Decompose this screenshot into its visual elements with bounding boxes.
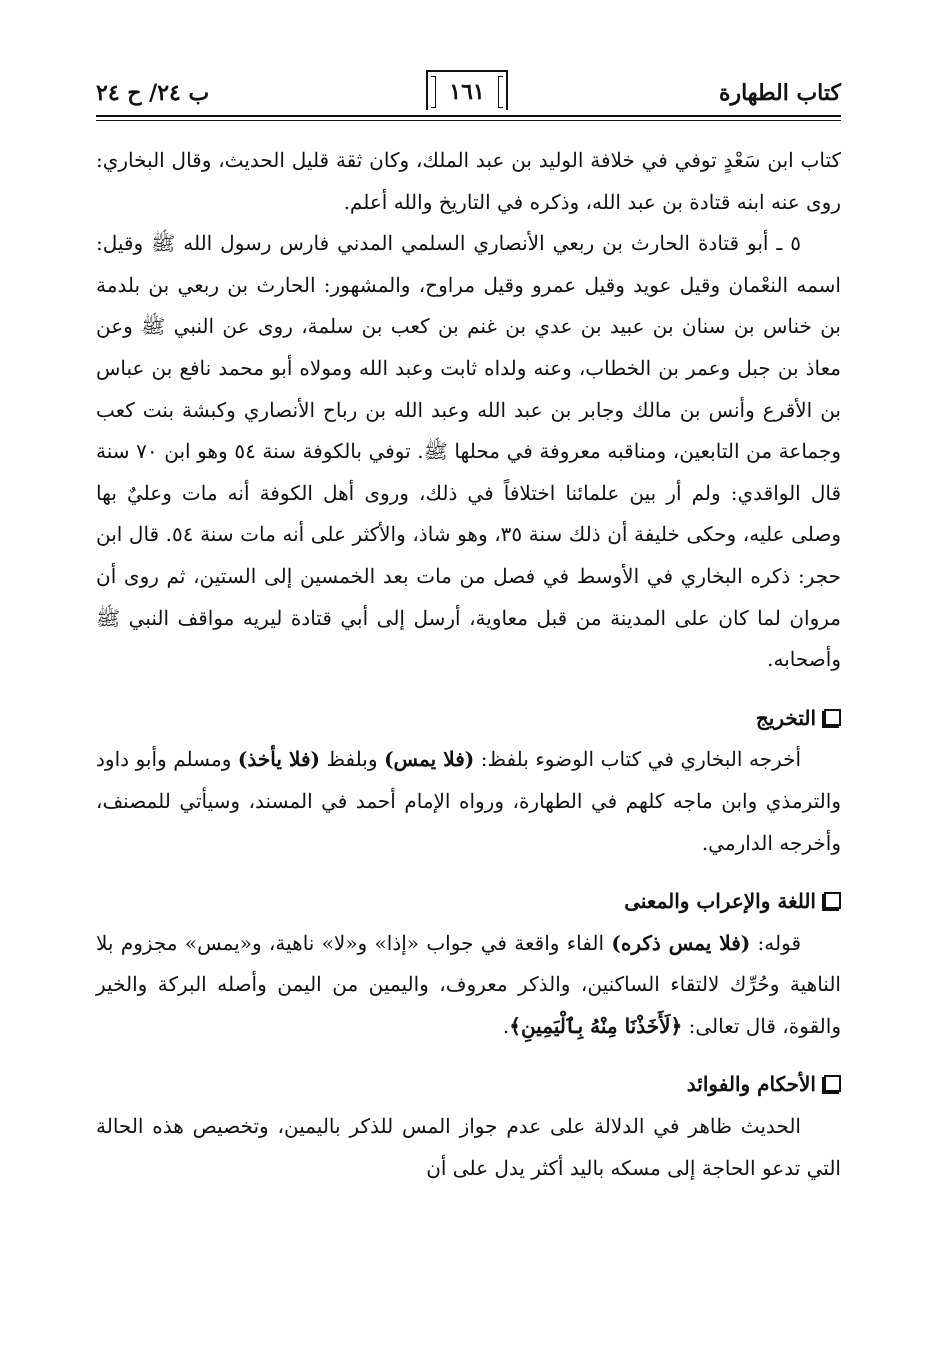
chapter-reference: ب ٢٤/ ح ٢٤ (96, 80, 210, 106)
page-body (96, 140, 841, 1189)
header-rule-thin (96, 120, 841, 121)
square-bullet-icon (824, 709, 841, 726)
takhrij-title: التخريج (755, 705, 816, 730)
takhrij-text-a: أخرجه البخاري في كتاب الوضوء بلفظ: (474, 747, 802, 772)
rulings-heading (96, 1064, 841, 1106)
bio-entry-5-paragraph: ٥ ـ أبو قتادة الحارث بن ربعي الأنصاري السلمي المدني فارس رسول الله ﷺ وقيل: اسمه النعْمان وقيل عويد وقيل عمرو وقيل مراوح، والمشهور: الحارث بن ربعي بن بلدمة بن خناس بن سنان بن عبيد بن عدي بن غنم بن كعب بن سلمة، روى عن النبي ﷺ وعن معاذ بن جبل وعمر بن الخطاب، وعنه ولداه ثابت وعبد الله ومولاه أبو محمد نافع بن عباس بن الأقرع وأنس بن مالك وجابر بن عبد الله وعبد الله بن رباح الأنصاري وكبشة بنت كعب وجماعة من التابعين، ومناقبه معروفة في محلها ﷺ. توفي بالكوفة سنة ٥٤ وهو ابن ٧٠ سنة قال الواقدي: ولم أر بين علمائنا اختلافاً في ذلك، وروى أهل الكوفة أنه مات وعليٌ بها وصلى عليه، وحكى خليفة أن ذلك سنة ٣٥، وهو شاذ، والأكثر على أنه مات سنة ٥٤. قال ابن حجر: ذكره البخاري في الأوسط في فصل من مات بعد الخمسين إلى الستين، ثم روى أن مروان لما كان على المدينة من قبل معاوية، أرسل إلى أبي قتادة ليريه مواقف النبي ﷺ وأصحابه. (96, 231, 842, 672)
language-text-c: . (502, 1013, 510, 1038)
square-bullet-icon (824, 892, 841, 909)
takhrij-bold-a: (فلا يمس) (384, 747, 475, 772)
rulings-title: الأحكام والفوائد (686, 1072, 816, 1097)
language-bold-a: (فلا يمس ذكره) (611, 930, 751, 955)
page-number-frame (426, 70, 508, 110)
takhrij-text-b: وبلفظ (320, 747, 385, 772)
square-bullet-icon (824, 1075, 841, 1092)
takhrij-text-c: ومسلم وأبو داود والترمذي وابن ماجه كلهم في الطهارة، ورواه الإمام أحمد في المسند، وسيأتي للمصنف، وأخرجه الدارمي. (96, 747, 841, 855)
bio-intro-paragraph: كتاب ابن سَعْدٍ توفي في خلافة الوليد بن عبد الملك، وكان ثقة قليل الحديث، وقال البخاري: روى عنه ابنه قتادة بن عبد الله، وذكره في التاريخ والله أعلم. (96, 148, 841, 214)
takhrij-heading (96, 698, 841, 740)
takhrij-paragraph (96, 739, 841, 864)
language-title: اللغة والإعراب والمعنى (624, 889, 816, 914)
header-rule-thick (96, 115, 841, 117)
book-title: كتاب الطهارة (718, 80, 841, 106)
page-header (96, 70, 841, 114)
language-text-a: قوله: (750, 930, 802, 955)
language-heading (96, 881, 841, 923)
language-text-b: الفاء واقعة في جواب «إذا» و«لا» ناهية، و«يمس» مجزوم بلا الناهية وحُرِّك لالتقاء الساكنين، والذكر معروف، واليمين من اليمن وأصله البركة والخير والقوة، قال تعالى: (96, 930, 841, 1038)
page-number: ١٦١ (449, 79, 485, 105)
quran-quote: ﴿لَأَخَذْنَا مِنْهُ بِٱلْيَمِينِ﴾ (509, 1013, 683, 1038)
language-paragraph (96, 923, 841, 1048)
rulings-paragraph: الحديث ظاهر في الدلالة على عدم جواز المس للذكر باليمين، وتخصيص هذه الحالة التي تدعو الحاجة إلى مسكه باليد أكثر يدل على أن (96, 1114, 841, 1180)
takhrij-bold-b: (فلا يأخذ) (237, 747, 321, 772)
